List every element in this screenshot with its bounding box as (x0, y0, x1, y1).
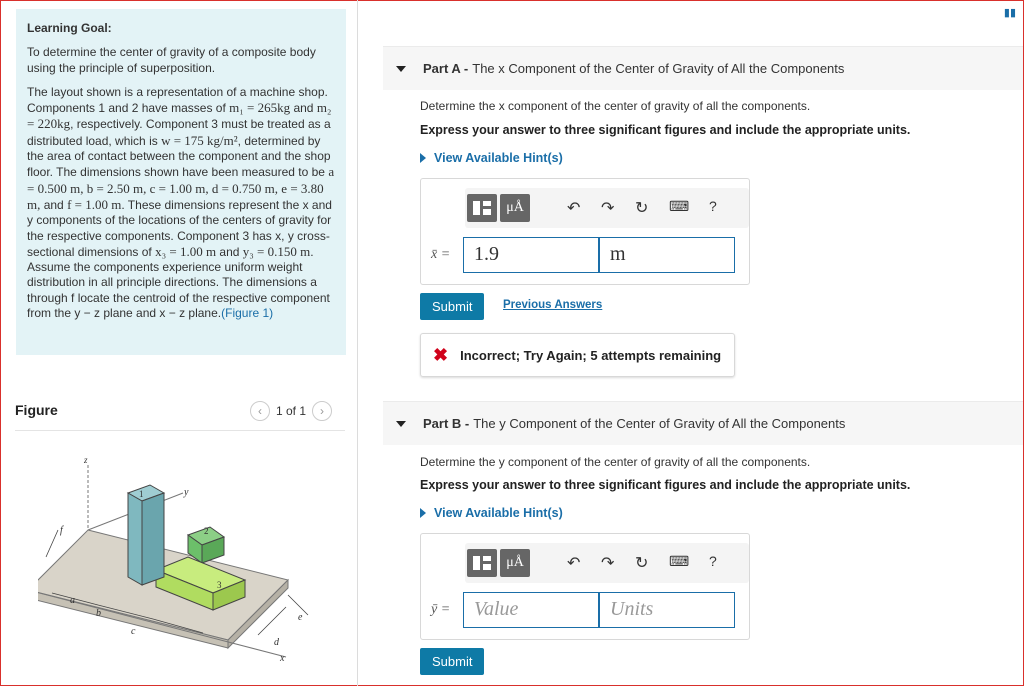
learning-goal-text: To determine the center of gravity of a composite body using the principle of superposition. (27, 45, 316, 75)
part-b-units-input[interactable]: Units (599, 592, 735, 628)
dim-a-label: a (70, 595, 75, 606)
reset-icon[interactable]: ↻ (635, 555, 649, 572)
part-a-hint-link[interactable]: View Available Hint(s) (420, 151, 563, 165)
help-icon[interactable]: ? (709, 553, 717, 569)
templates-button[interactable] (467, 194, 497, 222)
figure-divider (15, 430, 345, 431)
caret-down-icon (396, 421, 406, 427)
part-b-instruction: Express your answer to three significant figures and include the appropriate units. (420, 478, 911, 492)
dim-f-label: f (60, 525, 63, 536)
next-figure-button[interactable]: › (312, 401, 332, 421)
redo-icon[interactable]: ↷ (601, 555, 615, 572)
figure-pager (250, 401, 332, 421)
book-icon[interactable]: ▮▮ (1003, 7, 1016, 19)
z-axis-label: z (84, 455, 88, 465)
part-b-hint-link[interactable]: View Available Hint(s) (420, 506, 563, 520)
part-a-value-input[interactable]: 1.9 (463, 237, 599, 273)
y-bar-label: ȳ = (431, 602, 451, 617)
learning-goal-heading: Learning Goal: (27, 21, 112, 35)
dim-c-label: c (131, 626, 136, 637)
feedback-text: Incorrect; Try Again; 5 attempts remaining (460, 347, 722, 363)
keyboard-icon[interactable]: ⌨ (669, 198, 690, 214)
prev-figure-button[interactable]: ‹ (250, 401, 270, 421)
part-a-title: The x Component of the Center of Gravity of All the Components (472, 61, 845, 76)
part-b-answer-box (420, 533, 750, 640)
part-b-label: Part B - (423, 416, 470, 431)
triangle-right-icon (420, 508, 426, 518)
part-a-instruction: Express your answer to three significant figures and include the appropriate units. (420, 123, 911, 137)
part-b-value-input[interactable]: Value (463, 592, 599, 628)
dim-d-label: d (274, 637, 279, 648)
part-b-header[interactable] (383, 401, 1023, 445)
part-b-title: The y Component of the Center of Gravity of All the Components (473, 416, 846, 431)
part-b-submit-button[interactable]: Submit (420, 648, 484, 675)
part-a-units-input[interactable]: m (599, 237, 735, 273)
previous-answers-link[interactable]: Previous Answers (503, 299, 603, 311)
component-2-label: 2 (204, 526, 209, 536)
part-b-toolbar (465, 543, 749, 583)
component-1-side (142, 493, 164, 585)
component-1-front (128, 493, 142, 585)
part-a-submit-button[interactable]: Submit (420, 293, 484, 320)
part-a-answer-box (420, 178, 750, 285)
keyboard-icon[interactable]: ⌨ (669, 553, 690, 569)
templates-button[interactable] (467, 549, 497, 577)
part-a-question: Determine the x component of the center of gravity of all the components. (420, 99, 811, 113)
undo-icon[interactable]: ↶ (567, 200, 581, 217)
dim-f-line (46, 530, 58, 557)
help-icon[interactable]: ? (709, 198, 717, 214)
reset-icon[interactable]: ↻ (635, 200, 649, 217)
part-b-question: Determine the y component of the center of gravity of all the components. (420, 455, 811, 469)
learning-goal-box (16, 9, 346, 355)
part-a-toolbar (465, 188, 749, 228)
units-button[interactable]: μÅ (500, 194, 530, 222)
y-axis-label: y (184, 487, 189, 498)
component-1-label: 1 (139, 489, 144, 499)
figure-link[interactable]: (Figure 1) (221, 306, 274, 321)
dim-e-label: e (298, 612, 303, 623)
caret-down-icon (396, 66, 406, 72)
figure-title: Figure (15, 402, 58, 418)
part-a-label: Part A - (423, 61, 469, 76)
part-a-header[interactable] (383, 46, 1023, 90)
problem-description: The layout shown is a representation of a machine shop. Components 1 and 2 have masses of m₁ = 265kg and m₂ = 220kg, respectively. Component 3 must be treated as a distributed load, which is w = 175 kg/m², determined by the area of contact between the component and the shop floor. The dimensions shown have been measured to be a = 0.500 m, b = 2.50 m, c = 1.00 m, d = 0.750 m, e = 3.80 m, and f = 1.00 m. These dimensions represent the x and y components of the locations of the centers of gravity for the respective components. Component 3 has x, y cross-sectional dimensions of x₃ = 1.00 m and y₃ = 0.150 m. Assume the components experience uniform weight distribution in all principle directions. The dimensions a through f locate the centroid of the respective component from the y − z plane and x − z plane.(Figure 1) (27, 84, 335, 321)
x-axis-label: x (280, 653, 285, 664)
redo-icon[interactable]: ↷ (601, 200, 615, 217)
error-x-icon: ✖ (433, 344, 449, 365)
undo-icon[interactable]: ↶ (567, 555, 581, 572)
figure-1-diagram[interactable] (38, 445, 338, 680)
dim-b-label: b (96, 608, 101, 619)
x-bar-label: x̄ = (431, 247, 451, 262)
units-button[interactable]: μÅ (500, 549, 530, 577)
figure-page-count: 1 of 1 (276, 404, 307, 418)
right-panel (359, 0, 1023, 686)
triangle-right-icon (420, 153, 426, 163)
left-panel (0, 0, 358, 686)
component-3-label: 3 (217, 580, 222, 590)
part-a-feedback (420, 333, 735, 377)
